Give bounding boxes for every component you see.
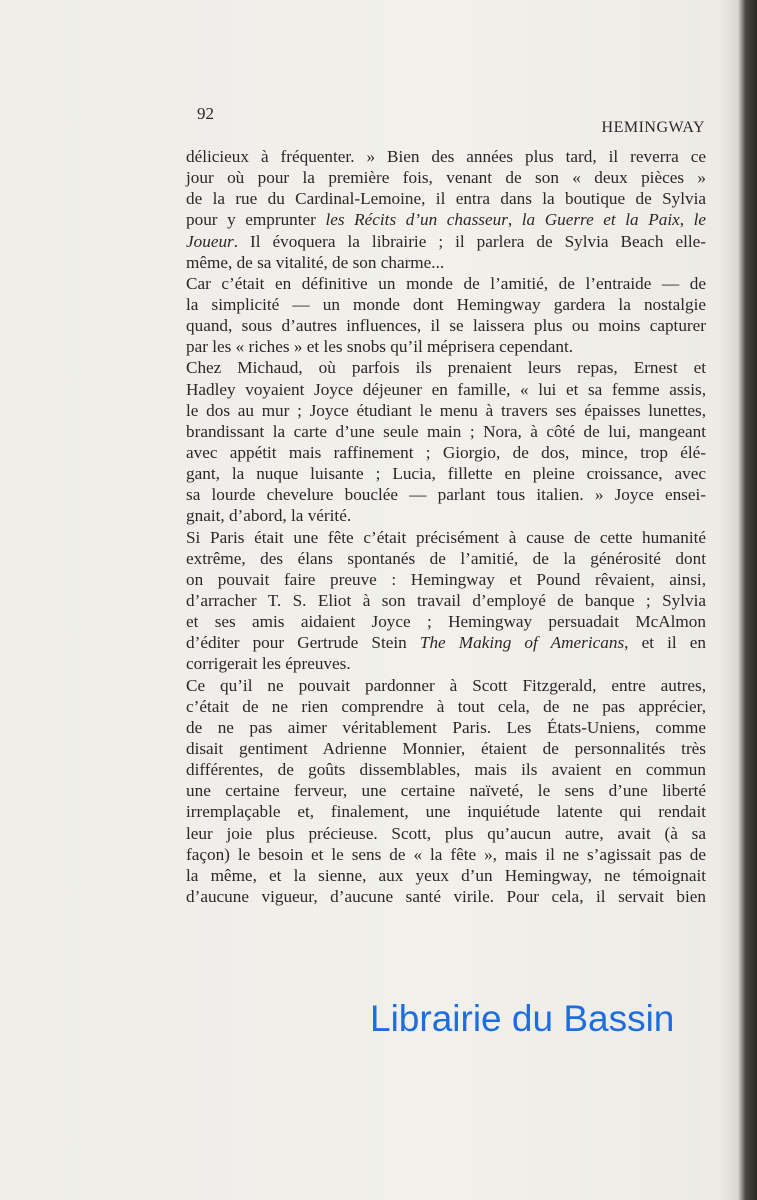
text-run: délicieux à fréquenter. » Bien des années plus tard, il reverra ce	[186, 147, 706, 166]
text-run: on pouvait faire preuve : Hemingway et Pound rêvaient, ainsi,	[186, 569, 706, 589]
text-run: façon) le besoin et le sens de « la fête », mais il ne s’agissait pas de	[186, 844, 706, 864]
text-run: brandissant la carte d’une seule main ; Nora, à côté de lui, mangeant	[186, 421, 706, 441]
text-run: Ce qu’il ne pouvait pardonner à Scott Fitzgerald, entre autres,	[186, 675, 706, 695]
text-line	[186, 294, 706, 315]
text-line	[186, 146, 706, 167]
watermark: Librairie du Bassin	[370, 998, 675, 1039]
italic-title: le	[693, 210, 707, 230]
text-line	[186, 400, 706, 421]
text-run: de ne pas aimer véritablement Paris. Les États-Uniens, comme	[186, 717, 706, 737]
text-line	[186, 167, 706, 188]
text-line	[186, 527, 706, 548]
text-run: irremplaçable et, finalement, une inquiétude latente qui rendait	[186, 802, 706, 822]
text-run: une certaine ferveur, une certaine naïveté, le sens d’une liberté	[186, 781, 706, 801]
text-run: la simplicité — un monde dont Hemingway gardera la nostalgie	[186, 294, 706, 314]
text-line	[186, 188, 706, 209]
text-line	[186, 421, 706, 442]
text-line	[186, 336, 706, 357]
text-run: corrigerait les épreuves.	[186, 654, 351, 674]
text-run: . Il évoquera la librairie ; il parlera de Sylvia Beach elle-	[233, 231, 706, 251]
text-run: Car c’était en définitive un monde de l’amitié, de l’entraide — de	[186, 273, 706, 293]
text-run: la même, et la sienne, aux yeux d’un Hemingway, ne témoignait	[186, 865, 706, 885]
text-run: , et il en	[624, 633, 707, 653]
italic-title: The Making of Americans	[419, 633, 625, 653]
text-line	[186, 865, 706, 886]
text-line	[186, 442, 706, 463]
text-line	[186, 886, 706, 907]
text-line	[186, 717, 706, 738]
text-line	[186, 696, 706, 717]
text-line	[186, 780, 706, 801]
page-number: 92	[197, 104, 214, 123]
text-run: gant, la nuque luisante ; Lucia, fillette en pleine croissance, avec	[186, 464, 706, 484]
text-line	[186, 844, 706, 865]
text-run: ,	[679, 210, 694, 230]
text-line	[186, 505, 706, 526]
text-line	[186, 675, 706, 696]
text-line	[186, 801, 706, 822]
text-run: même, de sa vitalité, de son charme...	[186, 252, 445, 272]
text-line	[186, 632, 706, 653]
text-run: ,	[507, 210, 522, 230]
text-run: Si Paris était une fête c’était précisément à cause de cette humanité	[186, 527, 706, 547]
text-run: leur joie plus précieuse. Scott, plus qu’aucun autre, avait (à sa	[186, 823, 706, 843]
text-line	[186, 231, 706, 252]
text-line	[186, 315, 706, 336]
text-line	[186, 463, 706, 484]
text-line	[186, 273, 706, 294]
text-run: sa lourde chevelure bouclée — parlant tous italien. » Joyce ensei-	[186, 485, 706, 505]
text-run: différentes, de goûts dissemblables, mais ils avaient en commun	[186, 760, 706, 780]
text-run: d’éditer pour Gertrude Stein	[186, 633, 420, 653]
italic-title: Joueur	[186, 231, 234, 251]
text-line	[186, 209, 706, 230]
text-line	[186, 823, 706, 844]
text-line	[186, 548, 706, 569]
text-line	[186, 759, 706, 780]
text-run: Hadley voyaient Joyce déjeuner en famille, « lui et sa femme assis,	[186, 379, 706, 399]
text-run: jour où pour la première fois, venant de son « deux pièces »	[186, 168, 706, 188]
text-line	[186, 357, 706, 378]
text-run: pour y emprunter	[186, 210, 326, 230]
text-run: quand, sous d’autres influences, il se laissera plus ou moins capturer	[186, 316, 706, 336]
text-run: de la rue du Cardinal-Lemoine, il entra dans la boutique de Sylvia	[186, 189, 706, 209]
text-run: avec appétit mais raffinement ; Giorgio, de dos, mince, trop élé-	[186, 442, 706, 462]
text-run: gnait, d’abord, la vérité.	[186, 506, 352, 526]
text-run: Chez Michaud, où parfois ils prenaient leurs repas, Ernest et	[186, 358, 706, 378]
text-run: et ses amis aidaient Joyce ; Hemingway persuadait McAlmon	[186, 612, 706, 632]
text-run: extrême, des élans spontanés de l’amitié, de la générosité dont	[186, 548, 706, 568]
text-run: c’était de ne rien comprendre à tout cela, de ne pas apprécier,	[186, 696, 706, 716]
text-run: le dos au mur ; Joyce étudiant le menu à travers ses épaisses lunettes,	[186, 400, 706, 420]
text-line	[186, 569, 706, 590]
body-text	[186, 146, 706, 907]
text-line	[186, 590, 706, 611]
text-run: d’aucune vigueur, d’aucune santé virile. Pour cela, il servait bien	[186, 886, 706, 906]
text-run: d’arracher T. S. Eliot à son travail d’employé de banque ; Sylvia	[186, 590, 706, 610]
text-run: par les « riches » et les snobs qu’il méprisera cependant.	[186, 337, 574, 357]
text-line	[186, 738, 706, 759]
text-line	[186, 252, 706, 273]
text-line	[186, 484, 706, 505]
text-line	[186, 379, 706, 400]
italic-title: les Récits d’un chasseur	[325, 210, 508, 230]
text-run: disait gentiment Adrienne Monnier, étaient de personnalités très	[186, 738, 706, 758]
italic-title: la Guerre et la Paix	[521, 210, 680, 230]
running-head: HEMINGWAY	[601, 119, 705, 136]
text-line	[186, 653, 706, 674]
text-line	[186, 611, 706, 632]
